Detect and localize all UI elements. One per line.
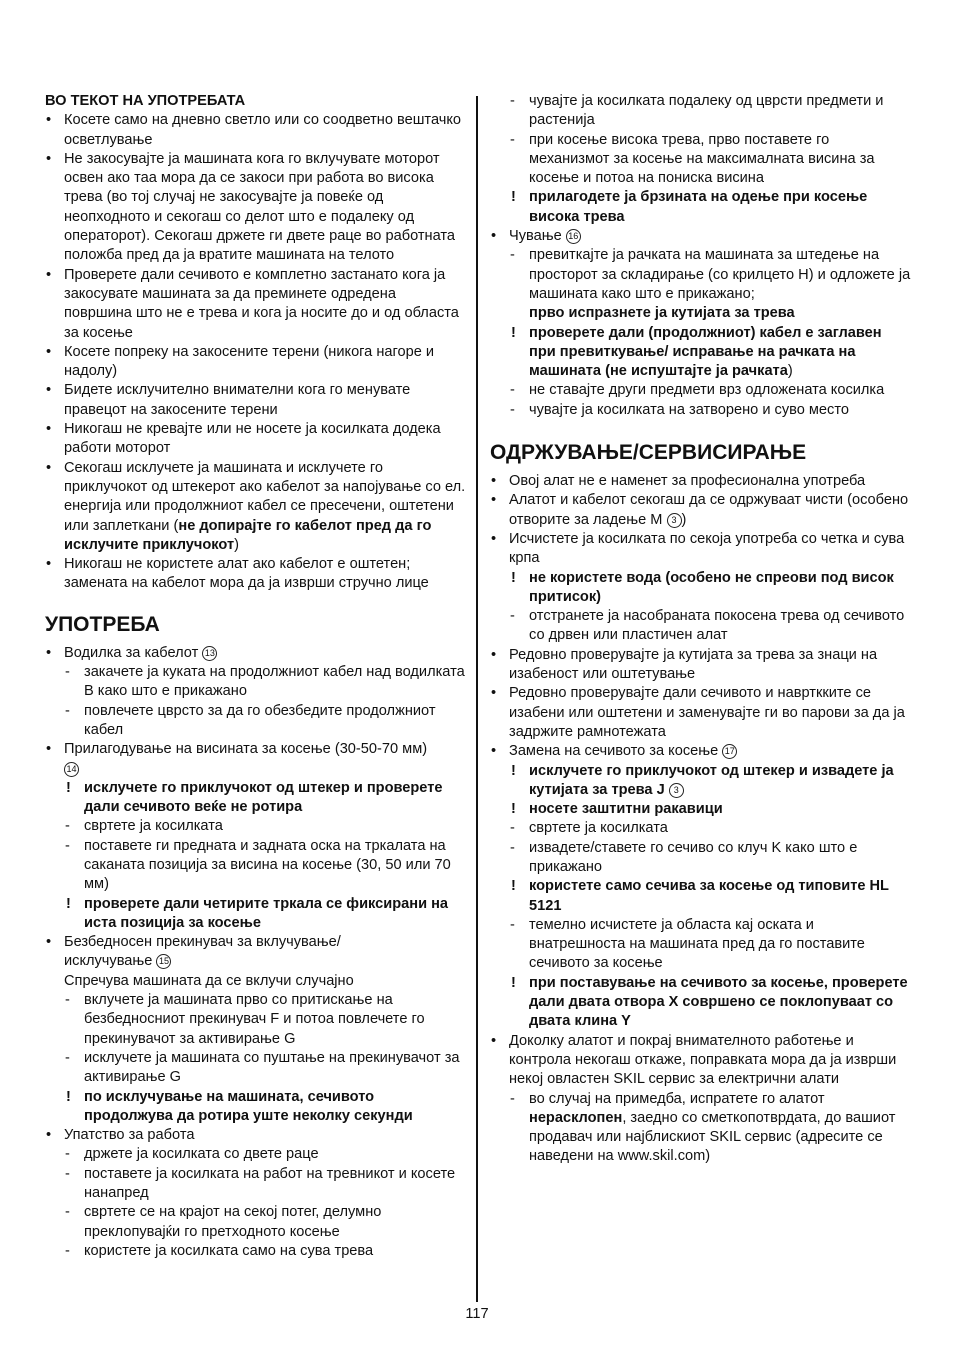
bullet-icon: •	[46, 421, 52, 438]
list-subitem: - поставете ја косилката на работ на тревникот и косете нанапред	[65, 1165, 456, 1202]
list-subitem: - превиткајте ја рачката на машината за штедење на просторот за складирање (со крилцето H) и одложете ја машината како што е прикажано; прво испразнете ја кутијата за трева	[510, 247, 911, 322]
section-heading-maintenance: ОДРЖУВАЊЕ/СЕРВИСИРАЊЕ	[490, 441, 807, 465]
list-subitem: - повлечете цврсто за да го обезбедите продолжниот кабел	[65, 702, 436, 738]
list-item: • Чување 16	[490, 227, 912, 246]
list-subitem: - чувајте ја косилката подалеку од цврсти предмети и растенија	[510, 93, 884, 129]
list-subitem: - поставете ги предната и задната оска на тркалата на саканата позиција за висина на косење (30, 50 или 70 мм)	[65, 837, 451, 893]
section-subheading: ВО ТЕКОТ НА УПОТРЕБАТА	[45, 93, 246, 109]
bullet-icon: •	[491, 646, 497, 663]
list-item: • Доколку алатот и покрај внимателното работење и контрола некогаш откаже, поправката мора да ја изврши некој овластен SKIL сервис за електрични алати	[491, 1032, 897, 1088]
warning-note: ! проверете дали четирите тркала се фиксирани на иста позиција за косење	[66, 895, 449, 931]
bullet-icon: •	[491, 1032, 497, 1049]
warning-icon: !	[66, 779, 71, 796]
list-item: • Упатство за работа	[45, 1126, 467, 1145]
list-item: • Алатот и кабелот секогаш да се одржуваат чисти (особено отворите за ладење M 3 )	[491, 492, 909, 528]
list-subitem: - при косење висока трева, прво поставете го механизмот за косење на максималната висина за косење и потоа на пониска висина	[510, 131, 875, 187]
list-item: • Исчистете ја косилката по секоја употреба со четка и сува крпа	[491, 530, 905, 567]
list-item: • Косете попреку на закосените терени (никога нагоре и надолу)	[46, 343, 435, 380]
warning-icon: !	[511, 189, 516, 206]
list-item: • Редовно проверувајте дали сечивото и наврткките се изабени или оштетени и заменувајте ги во парови за да ја задржите рамнотежата	[491, 685, 905, 740]
bullet-icon: •	[46, 556, 52, 573]
warning-icon: !	[66, 1088, 71, 1105]
warning-icon: !	[66, 895, 71, 912]
warning-note: ! проверете дали (продолжниот) кабел е заглавен при превиткување/ исправање на рачката на машината (не испуштајте ја рачката)	[511, 324, 882, 380]
list-subitem: - држете ја косилката со двете раце	[65, 1146, 319, 1163]
right-column	[490, 92, 912, 1167]
list-subitem: - свртете ја косилката	[65, 818, 223, 835]
list-item: • Безбедносен прекинувач за вклучување/ исклучување 15	[46, 934, 341, 970]
list-item: • Овој алат не е наменет за професионална употреба	[490, 472, 912, 491]
bullet-icon: •	[46, 343, 52, 360]
list-subitem: - чувајте ја косилката на затворено и суво место	[510, 401, 849, 418]
list-subitem: - во случај на примедба, испратете го алатот нерасклопен, заедно со сметкопотврдата, до вашиот продавач или најблискиот SKIL сервис (адресите се наведени на www.skil.com)	[510, 1090, 896, 1165]
list-subitem: - закачете ја куката на продолжниот кабел над водилката B како што е прикажано	[65, 664, 465, 700]
list-item: • Замена на сечивото за косење 17	[490, 742, 912, 761]
list-subitem: - отстранете ја насобраната покосена трева од сечивото со дрвен или пластичен алат	[510, 608, 905, 644]
section-heading-use: УПОТРЕБА	[45, 612, 160, 636]
figure-ref-icon: 14	[64, 762, 79, 777]
bullet-icon: •	[491, 473, 497, 490]
warning-note: ! по исклучување на машината, сечивото продолжува да ротира уште неколку секунди	[66, 1088, 413, 1124]
warning-icon: !	[511, 324, 516, 341]
figure-ref-icon: 17	[722, 744, 737, 759]
warning-note: ! при поставување на сечивото за косење, проверете дали двата отвора X совршено се поклопуваат со двата клина Y	[511, 974, 908, 1030]
list-subitem: - свртете ја косилката	[510, 820, 668, 837]
warning-note: ! не користете вода (особено не спреови под висок притисок)	[511, 569, 894, 605]
list-item: • Не закосувајте ја машината кога го вклучувате моторот освен ако таа мора да се закоси при работа во висока трева (во тој случај не закосувајте ја повеќе од неопходното и секогаш со делот што е подалеку од операторот). Секогаш држете ги двете раце во работната положба пред да ја вратите машината на телото	[46, 150, 456, 264]
list-text: Спречува машината да се вклучи случајно	[64, 972, 354, 989]
warning-note: ! носете заштитни ракавици	[490, 800, 912, 819]
list-item: • Редовно проверувајте ја кутијата за трева за знаци на изабеност или оштетување	[491, 646, 878, 683]
figure-ref-icon: 13	[202, 646, 217, 661]
column-divider	[476, 96, 478, 1302]
list-subitem: - извадете/ставете го сечиво со клуч K како што е прикажано	[510, 839, 858, 875]
warning-icon: !	[511, 974, 516, 991]
list-subitem: - исклучете ја машината со пуштање на прекинувачот за активирање G	[65, 1049, 460, 1086]
warning-icon: !	[511, 569, 516, 586]
list-item: • Бидете исклучително внимателни кога го менувате правецот на закосените терени	[46, 382, 411, 418]
bullet-icon: •	[46, 459, 52, 476]
bullet-icon: •	[491, 228, 497, 245]
bullet-icon: •	[46, 741, 52, 758]
bullet-icon: •	[491, 743, 497, 760]
list-item: • Косете само на дневно светло или со соодветно вештачко осветлување	[46, 112, 462, 148]
figure-ref-icon: 16	[566, 229, 581, 244]
warning-note: ! користете само сечива за косење од типовите HL 5121	[511, 878, 889, 914]
bullet-icon: •	[46, 644, 52, 661]
warning-note: ! исклучете го приклучокот од штекер и извадете ја кутијата за трева J 3	[511, 762, 894, 798]
bullet-icon: •	[491, 530, 497, 547]
figure-ref-icon: 3	[667, 513, 682, 528]
list-subitem: - свртете се на крајот на секој потег, делумно преклопувајќи го претходното косење	[65, 1204, 382, 1240]
bullet-icon: •	[46, 112, 52, 129]
bullet-icon: •	[46, 1127, 52, 1144]
bullet-icon: •	[46, 150, 52, 167]
warning-icon: !	[511, 878, 516, 895]
warning-icon: !	[511, 762, 516, 779]
list-item: • Секогаш исклучете ја машината и исклучете го приклучокот од штекерот ако кабелот за напојување со ел. енергија или продолжниот кабел се пресечени, оштетени или заплеткани (не допирајте го кабелот пред да го исклучите приклучокот)	[46, 459, 466, 553]
warning-icon: !	[511, 801, 516, 818]
bullet-icon: •	[46, 382, 52, 399]
left-column	[45, 92, 467, 1261]
bullet-icon: •	[46, 266, 52, 283]
list-subitem: - темелно исчистете ја областа кај оската и внатрешноста на машината пред да го поставите сечивото за косење	[510, 916, 865, 972]
bullet-icon: •	[491, 685, 497, 702]
warning-note: ! прилагодете ја брзината на одење при косење висока трева	[511, 189, 868, 225]
list-subitem: - користете ја косилката само на сува трева	[65, 1242, 374, 1259]
page-number: 117	[465, 1306, 489, 1322]
bullet-icon: •	[46, 934, 52, 951]
list-subitem: - вклучете ја машината прво со притискање на безбедносниот прекинувач F и потоа повлечете го прекинувачот за активирање G	[65, 992, 425, 1047]
figure-ref-icon: 15	[156, 954, 171, 969]
warning-note: ! исклучете го приклучокот од штекер и проверете дали сечивото веќе не ротира	[66, 779, 443, 816]
list-item: • Прилагодување на висината за косење (30-50-70 мм) 14	[45, 740, 467, 779]
figure-ref-icon: 3	[669, 783, 684, 798]
list-item: • Никогаш не кревајте или не носете ја косилката додека работи моторот	[46, 421, 441, 457]
bullet-icon: •	[491, 492, 497, 509]
list-subitem: - не ставајте други предмети врз одложената косилка	[510, 382, 885, 399]
list-item: • Водилка за кабелот 13	[45, 644, 467, 663]
list-item: • Никогаш не користете алат ако кабелот е оштетен; замената на кабелот мора да ја изврши стручно лице	[46, 556, 429, 592]
list-item: • Проверете дали сечивото е комплетно застанато кога ја закосувате машината за да преминете одредена површина што не е трева и кога ја носите до и од областа за косење	[46, 266, 459, 341]
